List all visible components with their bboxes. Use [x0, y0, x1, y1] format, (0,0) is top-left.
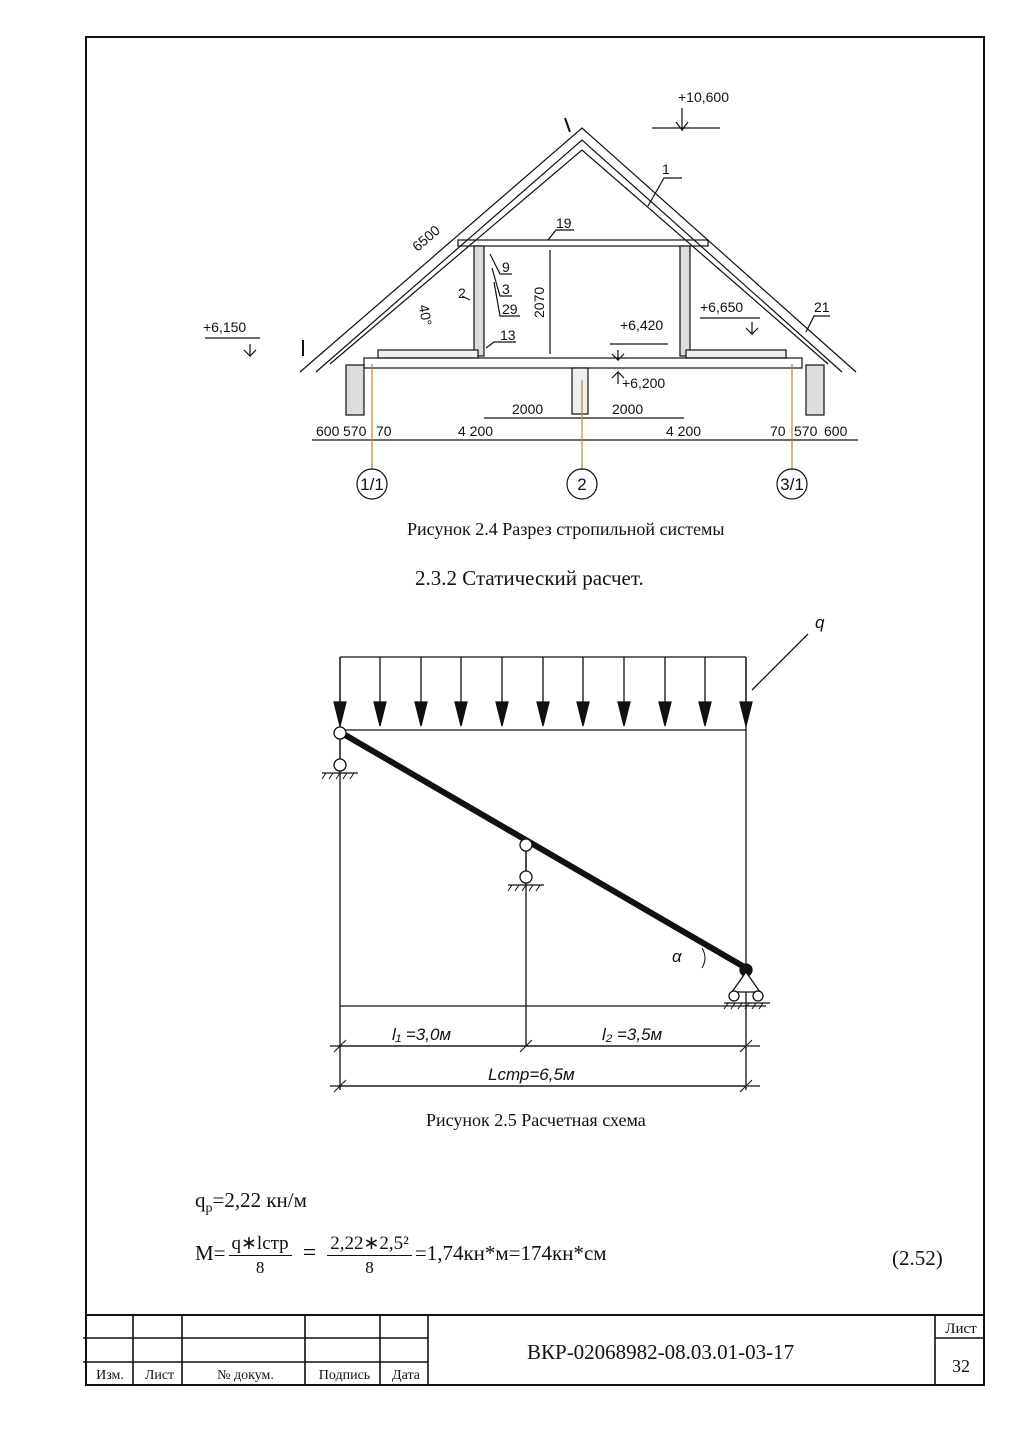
roof-angle: 40°	[415, 303, 436, 327]
figure-caption-2-5: Рисунок 2.5 Расчетная схема	[426, 1110, 646, 1130]
moment-result: =1,74кн*м=174кн*см	[414, 1240, 607, 1265]
figure-caption-2-4: Рисунок 2.4 Разрез стропильной системы	[407, 519, 725, 539]
fraction-numeric	[327, 1232, 412, 1278]
elevation-eave-left: +6,150	[203, 319, 247, 335]
dim-570-left: 570	[343, 423, 367, 439]
equation-number: (2.52)	[892, 1246, 943, 1270]
load-subscript: p	[205, 1201, 213, 1217]
attic-wall-right	[680, 246, 690, 356]
callout-1: 1	[662, 161, 670, 177]
dim-70-right: 70	[770, 423, 786, 439]
elevation-floor: +6,420	[620, 317, 664, 333]
axis-label-1-1: 1/1	[360, 475, 384, 494]
col-label-signature: Подпись	[318, 1368, 371, 1383]
total-length-label: Lстр=6,5м	[488, 1065, 575, 1084]
dim-70-left: 70	[376, 423, 392, 439]
title-block	[85, 1314, 985, 1386]
load-symbol: q	[195, 1188, 206, 1212]
axis-label-2: 2	[577, 475, 587, 494]
angle-label: α	[672, 947, 682, 966]
moment-formula	[195, 1232, 607, 1278]
callout-29: 29	[502, 301, 518, 317]
col-label-doc-number: № докум.	[217, 1368, 274, 1383]
col-label-list: Лист	[144, 1368, 175, 1383]
callout-9: 9	[502, 259, 510, 275]
load-value-line	[195, 1188, 307, 1217]
fraction-numeric-numerator: 2,22∗2,5²	[327, 1232, 412, 1256]
roof-left-slope	[300, 128, 856, 372]
callout-2: 2	[458, 285, 466, 301]
sheet-number: 32	[952, 1356, 970, 1376]
span-l2-label: l₂ =3,5м	[602, 1025, 663, 1044]
axis-label-3-1: 3/1	[780, 475, 804, 494]
rafter-section-drawing	[0, 0, 1024, 520]
callout-21: 21	[814, 299, 830, 315]
dim-570-right: 570	[794, 423, 818, 439]
span-left: 2000	[512, 401, 544, 417]
dim-4200-left: 4 200	[458, 423, 494, 439]
callout-19: 19	[556, 215, 572, 231]
dim-600-left: 600	[316, 423, 340, 439]
rafter-beam	[340, 732, 746, 968]
span-right: 2000	[612, 401, 644, 417]
fraction-general-denominator: 8	[255, 1258, 265, 1277]
elevation-top: +10,600	[678, 89, 729, 105]
equals-sign: =	[302, 1239, 317, 1266]
elevation-eave-right: +6,650	[700, 299, 744, 315]
fraction-general	[229, 1232, 292, 1278]
slope-length: 6500	[409, 221, 444, 255]
dim-4200-right: 4 200	[666, 423, 702, 439]
moment-prefix: M=	[195, 1240, 226, 1265]
dim-600-right: 600	[824, 423, 848, 439]
attic-wall-left	[474, 246, 484, 356]
load-label: q	[815, 613, 825, 632]
section-heading: 2.3.2 Статический расчет.	[415, 566, 644, 590]
col-label-izm: Изм.	[96, 1368, 124, 1383]
document-code: ВКР-02068982-08.03.01-03-17	[527, 1340, 795, 1364]
load-value: =2,22 кн/м	[212, 1188, 307, 1212]
elevation-slab: +6,200	[622, 375, 666, 391]
collar-beam	[458, 240, 708, 246]
callout-3: 3	[502, 281, 510, 297]
fraction-numeric-denominator: 8	[365, 1258, 374, 1277]
sheet-label: Лист	[945, 1321, 977, 1337]
design-scheme-drawing	[0, 600, 1024, 1100]
span-l1-label: l₁ =3,0м	[392, 1025, 452, 1044]
col-label-date: Дата	[392, 1368, 420, 1383]
fraction-general-numerator: q∗lстр	[229, 1232, 292, 1256]
callout-13: 13	[500, 327, 516, 343]
floor-slab	[364, 358, 802, 368]
height-dimension: 2070	[531, 286, 547, 318]
